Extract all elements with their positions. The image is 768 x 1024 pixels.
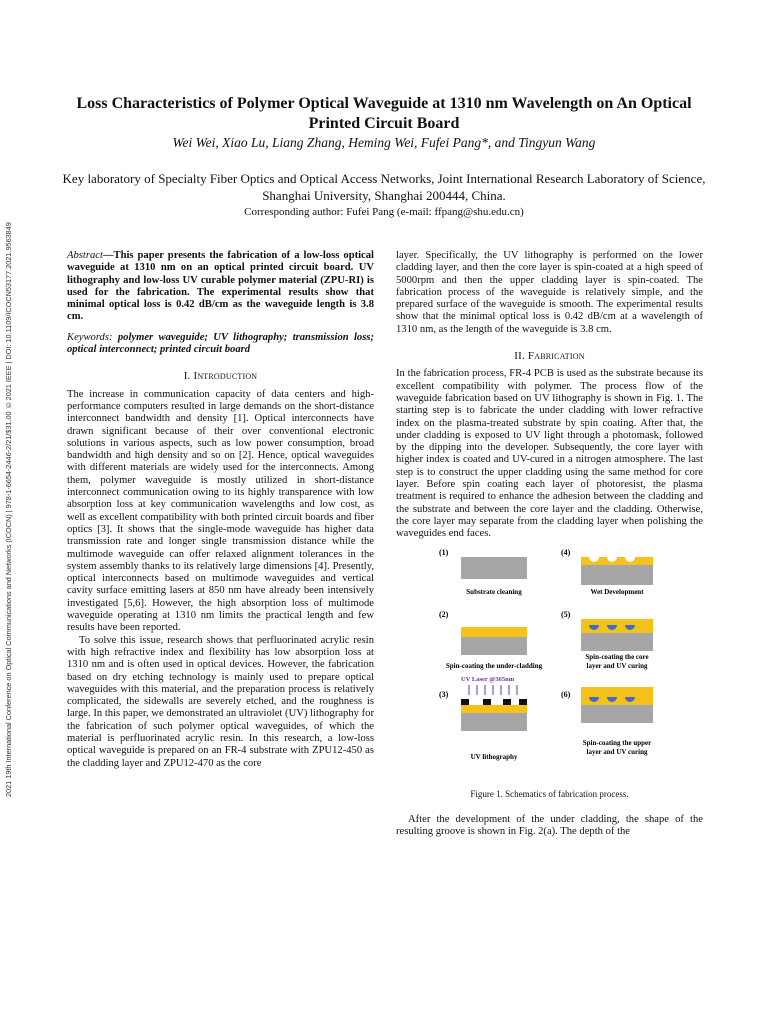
substrate-4 xyxy=(581,565,653,585)
cores-5 xyxy=(589,625,635,630)
section-heading-fabrication: II. Fabrication xyxy=(514,350,585,363)
fabrication-paragraph: In the fabrication process, FR-4 PCB is used as the substrate because its excellent compatibility with polymer. The process flow of the waveguide fabrication based on UV lithography is shown in Fig. 1. The starting step is to fabricate the under cladding with lower refractive index on the plasma-treated substrate by spin coating. After that, the under cladding is exposed to UV light through a photomask, followed by the dipping into the developer. Subsequently, the core layer with higher index is coated and UV-cured in a nitrogen atmosphere. The last step is to construct the upper cladding using the same method for core layer. Before spin coating each layer of photoresist, the plasma treatment is required to enhance the adhesion between the cladding and the substrate and between the core layer and the cladding. Otherwise, the core layer may separate from the cladding layer when polishing the waveguides end faces. xyxy=(396,368,703,540)
paper-title: Loss Characteristics of Polymer Optical Waveguide at 1310 nm Wavelength on An Optical Printed Circuit Board xyxy=(76,95,692,132)
panel-label-4: (4) xyxy=(561,547,571,557)
caption-spin-upper-1: Spin-coating the upper xyxy=(582,738,652,747)
left-column xyxy=(67,250,374,770)
fabrication-schematic xyxy=(431,547,671,777)
panel-label-5: (5) xyxy=(561,609,571,619)
substrate-2 xyxy=(461,637,527,655)
substrate-3 xyxy=(461,713,527,731)
substrate-6 xyxy=(581,705,653,723)
corresponding-author: Corresponding author: Fufei Pang (e-mail: ffpang@shu.edu.cn) xyxy=(244,206,524,218)
doi-sidebar xyxy=(4,40,24,980)
under-cladding-3 xyxy=(461,705,527,713)
caption-substrate-cleaning: Substrate cleaning xyxy=(466,587,522,596)
abstract-text: —This paper presents the fabrication of a low-loss optical waveguide at 1310 nm on an optical printed circuit board. UV lithography and low-loss UV curable polymer material (ZPU-RI) is used for the fabrication. The experimental results show that minimal optical loss is 0.42 dB/cm as the waveguide length is 3.8 cm. xyxy=(67,250,374,323)
section-heading-introduction: I. Introduction xyxy=(183,370,258,383)
after-figure-paragraph: After the development of the under cladding, the shape of the resulting groove is shown in Fig. 2(a). The depth of the xyxy=(396,813,703,838)
photomask-4 xyxy=(519,699,527,705)
author-list: Wei Wei, Xiao Lu, Liang Zhang, Heming Wei, Fufei Pang*, and Tingyun Wang xyxy=(172,135,596,150)
intro-paragraph-2: To solve this issue, research shows that perfluorinated acrylic resin with high refractive index and flexibility has low absorption loss at 1310 nm and is often used in optical devices. However, the fabrication based on dry etching technology is mainly used to prepare optical waveguides with this material, and the preparation process is relatively complicated, the sidewalls are severely etched, and the roughness is large. In this paper, we demonstrated an ultraviolet (UV) lithography for the fabrication of such polymer optical waveguides, of which the material is perfluorinated acrylic resin. In this research, a low-loss optical waveguide is prepared on an FR-4 substrate with ZPU12-450 as the cladding layer and ZPU12-470 as the core xyxy=(67,634,374,769)
affiliation: Key laboratory of Specialty Fiber Optics and Optical Access Networks, Joint International Research Laboratory of Science, Shanghai University, Shanghai 200444, China. xyxy=(62,171,706,203)
photomask-1 xyxy=(461,699,469,705)
grooves-4 xyxy=(589,557,635,562)
figure-1-caption: Figure 1. Schematics of fabrication process. xyxy=(470,788,629,799)
keywords-label: Keywords: xyxy=(67,331,113,343)
right-paragraph-1: layer. Specifically, the UV lithography is performed on the lower cladding layer, and then the core layer is spin-coated at a high speed of 5000rpm and then the upper cladding layer is spin-coated. The fabrication process of the waveguide is relatively simple, and the prepared surface of the waveguide is smooth. The experimental results show that the minimal optical loss is 0.42 dB/cm at a wavelength of 1310 nm, as the length of the waveguide is 3.8 cm. xyxy=(396,250,703,335)
upper-cladding-6 xyxy=(581,687,653,697)
caption-spin-under: Spin-coating the under-cladding xyxy=(445,661,543,670)
keywords-text: polymer waveguide; UV lithography; transmission loss; optical interconnect; printed circuit board xyxy=(67,331,374,356)
cores-6 xyxy=(589,697,635,702)
panel-label-2: (2) xyxy=(439,609,449,619)
caption-spin-upper-2: layer and UV curing xyxy=(586,747,648,756)
caption-uv-lithography: UV lithography xyxy=(470,752,518,761)
caption-wet-development: Wet Development xyxy=(590,587,644,596)
abstract-label: Abstract xyxy=(67,250,103,261)
caption-spin-core-1: Spin-coating the core xyxy=(585,652,649,661)
under-cladding-2 xyxy=(461,627,527,637)
panel-label-3: (3) xyxy=(439,689,449,699)
photomask-3 xyxy=(503,699,511,705)
substrate-1 xyxy=(461,557,527,579)
panel-label-6: (6) xyxy=(561,689,571,699)
substrate-5 xyxy=(581,633,653,651)
core-top-5 xyxy=(581,619,653,625)
photomask-2 xyxy=(483,699,491,705)
caption-spin-core-2: layer and UV curing xyxy=(586,661,648,670)
keywords xyxy=(67,332,374,357)
uv-laser-label: UV Laser @365nm xyxy=(461,675,515,683)
figure-1 xyxy=(396,547,703,782)
panel-label-1: (1) xyxy=(439,547,449,557)
intro-paragraph-1: The increase in communication capacity of data centers and high-performance computers resulted in large demands on the short-distance interconnect bandwidth and density [1]. Optical interconnects have drawn significant because of their over conventional electronic solutions in various aspects, such as low power consumption, broad bandwidth and high density and so on [2]. Hence, optical waveguides with different materials are widely used for the interconnects. Among them, polymer waveguide is mostly utilized in short-distance interconnect communication owing to its highly transparence with low absorption loss at key communication wavelengths and low cost, as well as excellent compatibility with both printed circuit boards and fiber optics [3]. It shows that the single-mode waveguide has higher data transmission rate and longer single transmission distance while the multimode waveguide can offer relaxed alignment tolerances in the system assembly thanks to its relatively large dimensions [4]. Presently, optical interconnects based on multimode waveguides and vertical cavity surface emitting lasers at 850 nm have already been intensively investigated [5,6]. However, the high absorption loss of multimode waveguide operating at 1310 nm limits the practical length and few results have been reported. xyxy=(67,388,374,634)
doi-sidebar-text: 2021 19th International Conference on Optical Communications and Networks (ICOCN) | 978-1-6654-2446-2/21/$31.00 ©2021 IEEE | DOI: 10.1109/ICOCN53177.2021.9563849 xyxy=(4,222,13,798)
uv-arrows xyxy=(469,685,517,695)
abstract xyxy=(67,250,374,324)
right-column xyxy=(396,250,703,838)
